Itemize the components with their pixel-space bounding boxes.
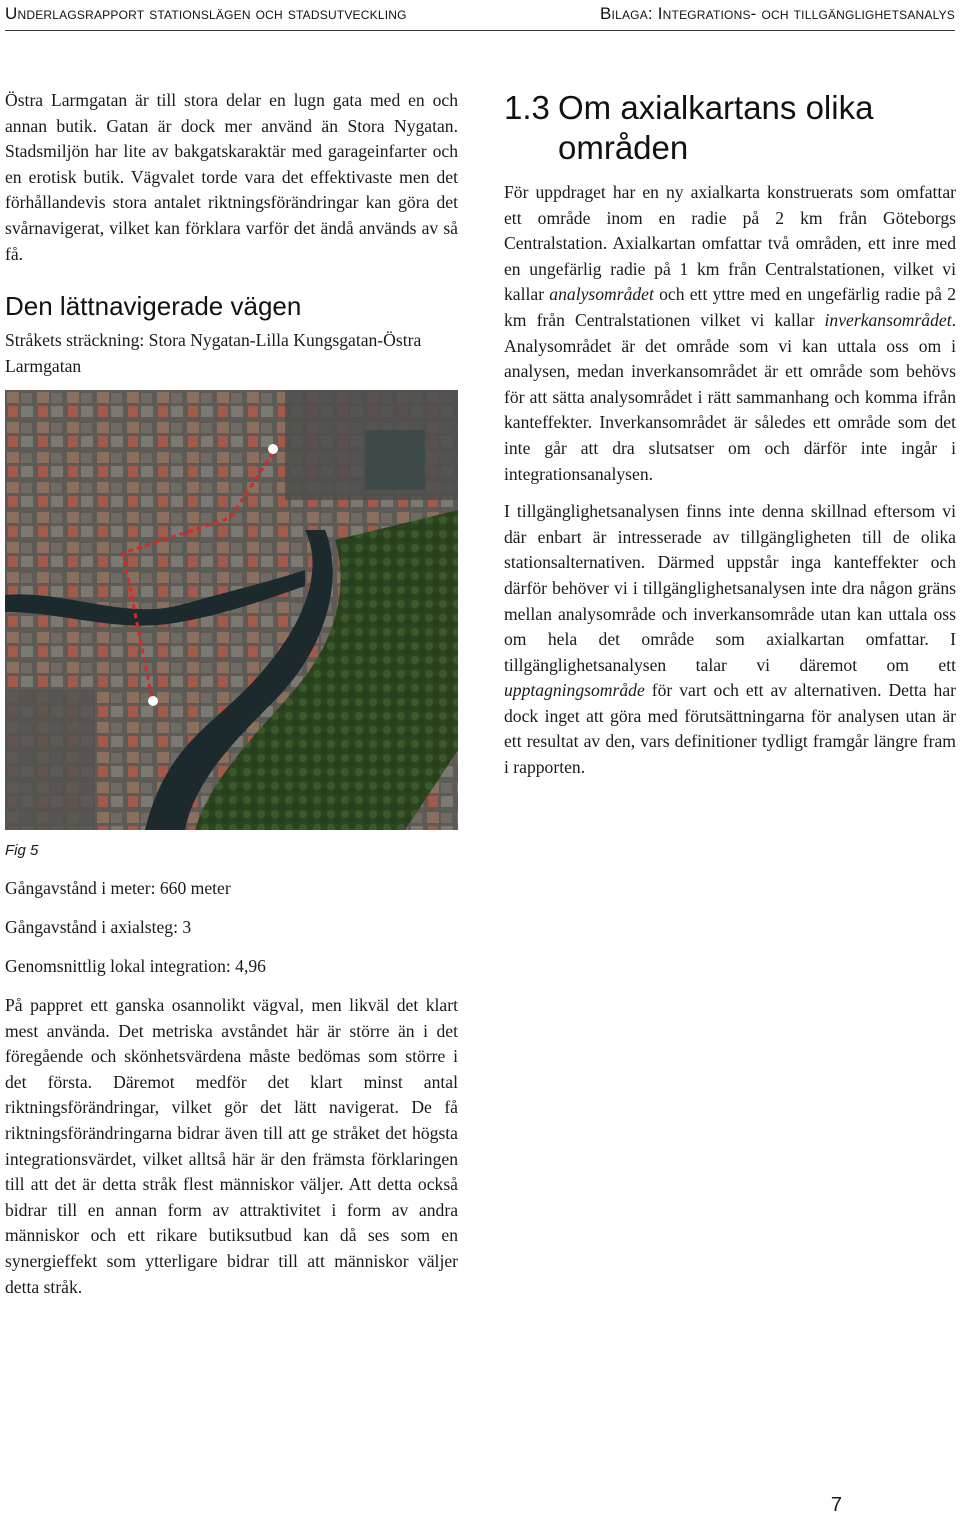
route-end-marker [148,696,158,706]
section-heading: Den lättnavigerade vägen [5,291,302,322]
stat-walking-distance-axial: Gångavstånd i axialsteg: 3 [5,917,192,937]
route-description: Stråkets sträckning: Stora Nygatan-Lilla Kungsgatan-Östra Larmgatan [5,330,422,376]
chapter-heading [504,88,956,168]
running-header-right: Bilaga: Integrations- och tillgänglighetsanalys [600,4,955,23]
stat-walking-distance-meters: Gångavstånd i meter: 660 meter [5,878,231,898]
aerial-map [5,390,458,830]
chapter-title: Om axialkartans olika områden [558,89,874,166]
term-analysomradet: analysområdet [549,284,654,305]
running-header-left: Underlagsrapport stationslägen och stadsutveckling [5,4,407,23]
route-start-marker [268,444,278,454]
paragraph-analysis-areas: För uppdraget har en ny axialkarta konstruerats som omfattar ett område inom en radie på 2 km från Göteborgs Centralstation. Axialkartan omfattar två områden, ett inre med en ungefärlig radie på 1 km från Centralstationen, vilket vi kallar analysområdet och ett yttre med en ungefärlig radie på 2 km från Centralstationen vilket vi kallar inverkansområdet. Analysområdet är det område som vi kan uttala oss om i analysen, medan inverkansområdet är ett område som behövs för att sätta analysområdet i rätt sammanhang och komma ifrån kanteffekter. Inverkansområdet är således ett område som det inte går att dra slutsatser om och därför inte ingår i integrationsanalysen. [504,182,957,484]
term-upptagningsomrade: upptagningsområde [504,680,645,701]
paragraph-accessibility: I tillgänglighetsanalysen finns inte denna skillnad eftersom vi där enbart är intresserade av tillgängligheten till de olika stationsalternativen. Därmed uppstår inga kanteffekter och därför behöver vi i tillgänglighetsanalysen inte dra någon gräns mellan analysområde och inverkansområde utan kan uttala oss om hela det område som axialkartan omfattar. I tillgänglighetsanalysen talar vi däremot om ett upptagningsområde för vart och ett av alternativen. Detta har dock inget att göra med förutsättningarna för analysen utan är ett resultat av den, vars definitioner tydligt framgår längre fram i rapporten. [504,501,956,778]
left-column [5,88,458,379]
chapter-number: 1.3 [504,89,550,126]
header-rule [5,30,955,31]
figure-label: Fig 5 [5,842,39,859]
stat-local-integration: Genomsnittlig lokal integration: 4,96 [5,956,266,976]
term-inverkansomradet: inverkansområdet [824,309,952,330]
page-number: 7 [830,1494,842,1516]
analysis-paragraph: På pappret ett ganska osannolikt vägval, men likväl det klart mest använda. Det metriska avståndet här är större än i det föregående och skönhetsvärdena måste bedömas som större i det första. Däremot medför det klart minst antal riktningsförändringar, vilket gör det lätt navigerat. De få riktningsförändringarna bidrar även till att ge stråket det högsta integrationsvärdet, vilket alltså här är den främsta förklaringen till att det är detta stråk flest människor väljer. Att detta också bidrar till en annan form av attraktivitet i form av andra människor och ett rikare butiksutbud kan då ses som en synergieffekt som ytterligare bidrar till att människor väljer detta stråk. [5,995,458,1297]
intro-paragraph: Östra Larmgatan är till stora delar en lugn gata med en och annan butik. Gatan är dock mer använd än Stora Nygatan. Stadsmiljön har lite av bakgatskaraktär med garageinfarter och en erotisk butik. Vägvalet torde vara det effektivaste men det förhållandevis stora antalet riktningsförändringar kan göra det svårnavigerat, vilket kan förklara varför det ändå används av så få. [5,90,458,264]
right-column [504,88,956,781]
